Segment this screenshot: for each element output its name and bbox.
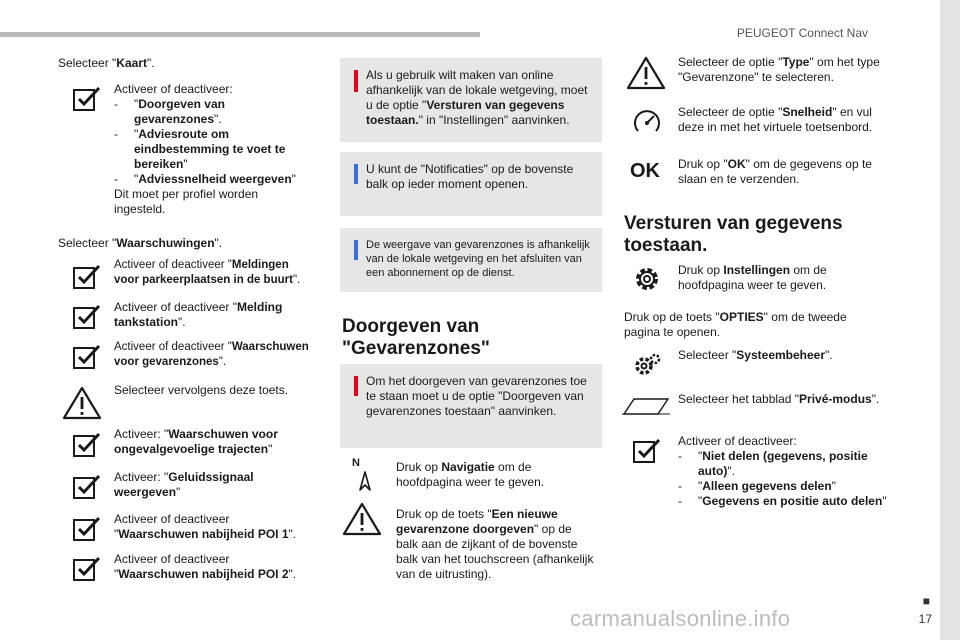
checkbox-icon [72, 302, 102, 332]
step-snelheid: Selecteer de optie "Snelheid" en vul deze in met het virtuele toetsenbord. [678, 105, 873, 134]
step-instellingen: Druk op Instellingen om de hoofdpagina weer te geven. [678, 263, 827, 292]
warning-marker-icon [354, 376, 358, 396]
info-note-weergave: De weergave van gevarenzones is afhankelijk van de lokale wetgeving en het afsluiten van een abonnement op de dienst. [340, 228, 602, 292]
continue-marker: ■ [922, 594, 930, 608]
info-marker-icon [354, 164, 358, 184]
checkbox-icon [72, 472, 102, 502]
section-heading-versturen: Versturen van gegevens toestaan. [624, 213, 843, 256]
checkbox-icon [72, 84, 102, 114]
step-navigatie: Druk op Navigatie om de hoofdpagina weer te geven. [396, 460, 545, 489]
step-prive-modus: Selecteer het tabblad "Privé-modus". [678, 392, 880, 406]
row-poi-1: Activeer of deactiveer "Waarschuwen nabijheid POI 1". [114, 512, 297, 541]
warning-icon [626, 56, 666, 90]
settings-gear-icon [632, 264, 662, 294]
page-number: 17 [918, 612, 932, 626]
row-tankstation: Activeer of deactiveer "Melding tankstation". [114, 300, 283, 329]
system-gears-icon [632, 352, 662, 382]
tab-shape-icon [622, 396, 670, 416]
checkbox-icon [72, 342, 102, 372]
watermark: carmanualsonline.info [570, 606, 791, 631]
info-marker-icon [354, 240, 358, 260]
row-ongevalgevoelige: Activeer: "Waarschuwen voor ongevalgevoelige trajecten" [114, 427, 278, 456]
row-poi-2: Activeer of deactiveer "Waarschuwen nabijheid POI 2". [114, 552, 297, 581]
warning-icon [342, 502, 382, 536]
info-note-notificaties: U kunt de "Notificaties" op de bovenste balk op ieder moment openen. [340, 152, 602, 216]
select-kaart: Selecteer "Kaart". [58, 56, 155, 70]
warning-note-versturen: Als u gebruik wilt maken van online afhankelijk van de lokale wetgeving, moet u de optie "Versturen van gegevens toestaan." in "Instellingen" aanvinken. [340, 58, 602, 142]
checkbox-icon [72, 262, 102, 292]
row-gevarenzones: Activeer of deactiveer "Waarschuwen voor gevarenzones". [114, 341, 309, 368]
checkbox-icon [632, 436, 662, 466]
header-rule [0, 32, 480, 37]
kaart-options: Activeer of deactiveer: - "Doorgeven van gevarenzones". - "Adviesroute om eindbestemming te voet te bereiken" - "Adviessnelheid weergeven" Dit moet per profiel worden ingesteld. [114, 82, 304, 217]
prive-options: Activeer of deactiveer: - "Niet delen (gegevens, positie auto)". - "Alleen gegevens delen" - "Gegevens en positie auto delen" [678, 434, 888, 509]
select-waarschuwingen: Selecteer "Waarschuwingen". [58, 236, 223, 250]
warning-note-doorgeven: Om het doorgeven van gevarenzones toe te staan moet u de optie "Doorgeven van gevarenzones toestaan" aanvinken. [340, 364, 602, 448]
checkbox-icon [72, 554, 102, 584]
speedometer-icon [632, 108, 662, 138]
step-ok: Druk op "OK" om de gegevens op te slaan en te verzenden. [678, 157, 872, 186]
navigation-icon: N [352, 458, 378, 492]
warning-icon [62, 386, 102, 420]
checkbox-icon [72, 514, 102, 544]
step-systeembeheer: Selecteer "Systeembeheer". [678, 348, 833, 362]
section-heading-doorgeven: Doorgeven van "Gevarenzones" [342, 316, 490, 359]
page-edge-bar [940, 0, 960, 640]
step-type: Selecteer de optie "Type" om het type "Gevarenzone" te selecteren. [678, 55, 880, 84]
checkbox-icon [72, 430, 102, 460]
step-opties: Druk op de toets "OPTIES" om de tweede pagina te openen. [624, 310, 847, 339]
page-header-title: PEUGEOT Connect Nav [736, 26, 868, 40]
row-geluidssignaal: Activeer: "Geluidssignaal weergeven" [114, 470, 254, 499]
warning-marker-icon [354, 70, 358, 92]
ok-icon: OK [630, 160, 660, 182]
step-nieuwe-gevarenzone: Druk op de toets "Een nieuwe gevarenzone doorgeven" op de balk aan de zijkant of de bovenste balk van het touchscreen (afhankelijk van de uitrusting). [396, 507, 594, 581]
row-parkeerplaatsen: Activeer of deactiveer "Meldingen voor parkeerplaatsen in de buurt". [114, 259, 301, 286]
row-select-toets: Selecteer vervolgens deze toets. [114, 383, 289, 397]
